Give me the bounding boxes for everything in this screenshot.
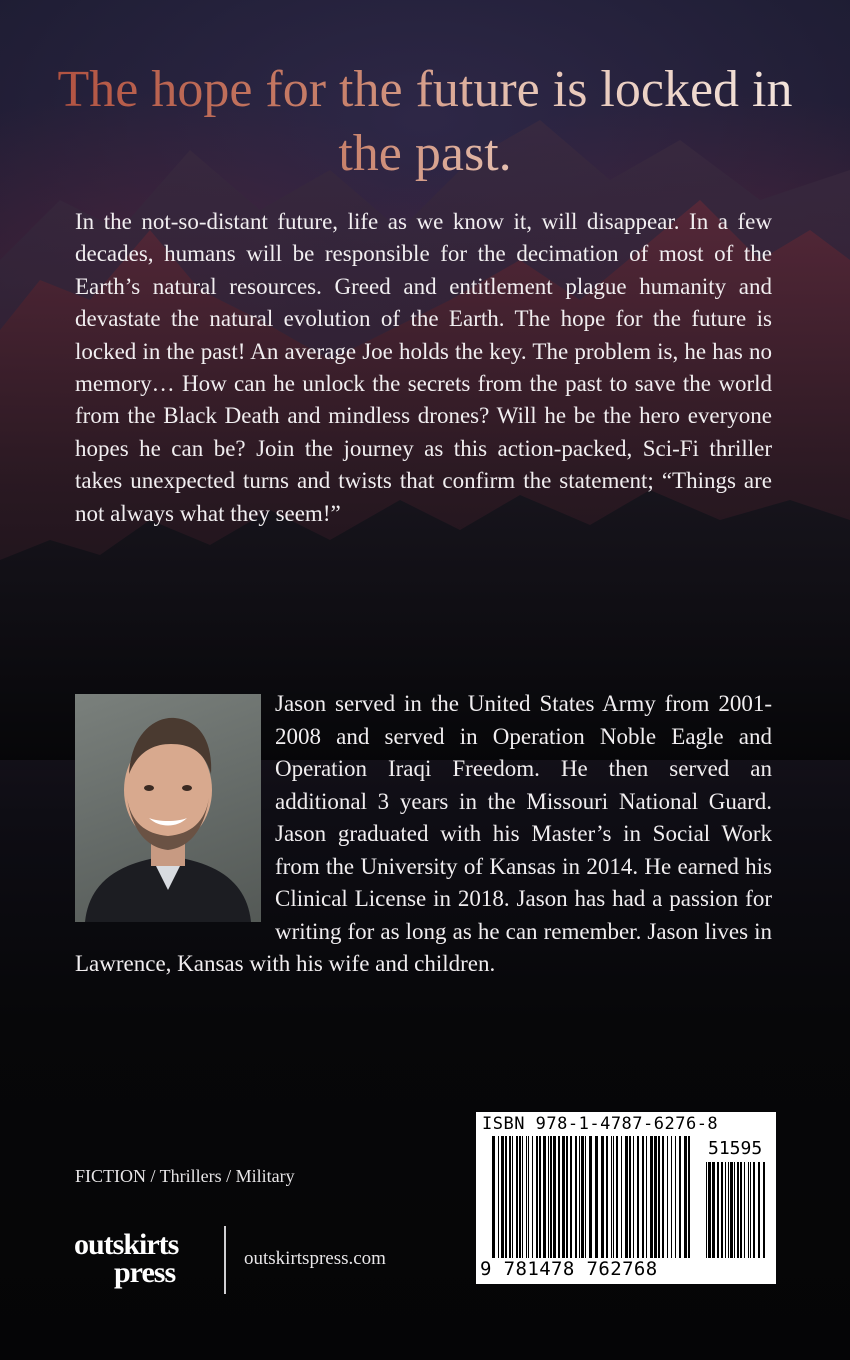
- publisher-divider: [224, 1226, 226, 1294]
- publisher-logo-line1: outskirts: [74, 1228, 179, 1261]
- synopsis: In the not-so-distant future, life as we know it, will disappear. In a few decades, humans will be responsible for the decimation of most of the Earth’s natural resources. Greed and entitlement plague humanity and devastate the natural evolution of the Earth. The hope for the future is locked in the past! An average Joe holds the key. The problem is, he has no memory… How can he unlock the secrets from the past to save the world from the Black Death and mindless drones? Will he be the hero everyone hopes he can be? Join the journey as this action-packed, Sci-Fi thriller takes unexpected turns and twists that confirm the statement; “Things are not always what they seem!”: [75, 209, 772, 526]
- publisher-logo-line2: press: [114, 1256, 176, 1289]
- publisher-url: outskirtspress.com: [244, 1248, 386, 1269]
- publisher-logo: [74, 1230, 204, 1294]
- price-code: 51595: [708, 1138, 763, 1159]
- book-category: FICTION / Thrillers / Military: [75, 1166, 295, 1186]
- author-bio-text: Jason served in the United States Army from 2001-2008 and served in Operation Noble Eagle and Operation Iraqi Freedom. He then served an additional 3 years in the Missouri National Guard. Jason graduated with his Master’s in Social Work from the University of Kansas in 2014. He earned his Clinical License in 2018. Jason has had a passion for writing for as long as he can remember. Jason lives in Lawrence, Kansas with his wife and children.: [75, 691, 772, 976]
- barcode-digits: 9 781478 762768: [480, 1258, 658, 1280]
- isbn-label: ISBN 978-1-4787-6276-8: [482, 1114, 719, 1134]
- author-photo: [75, 694, 261, 922]
- author-bio-block: [75, 688, 772, 981]
- isbn-barcode: [476, 1112, 776, 1284]
- headline: The hope for the future is locked in the past.: [40, 58, 810, 186]
